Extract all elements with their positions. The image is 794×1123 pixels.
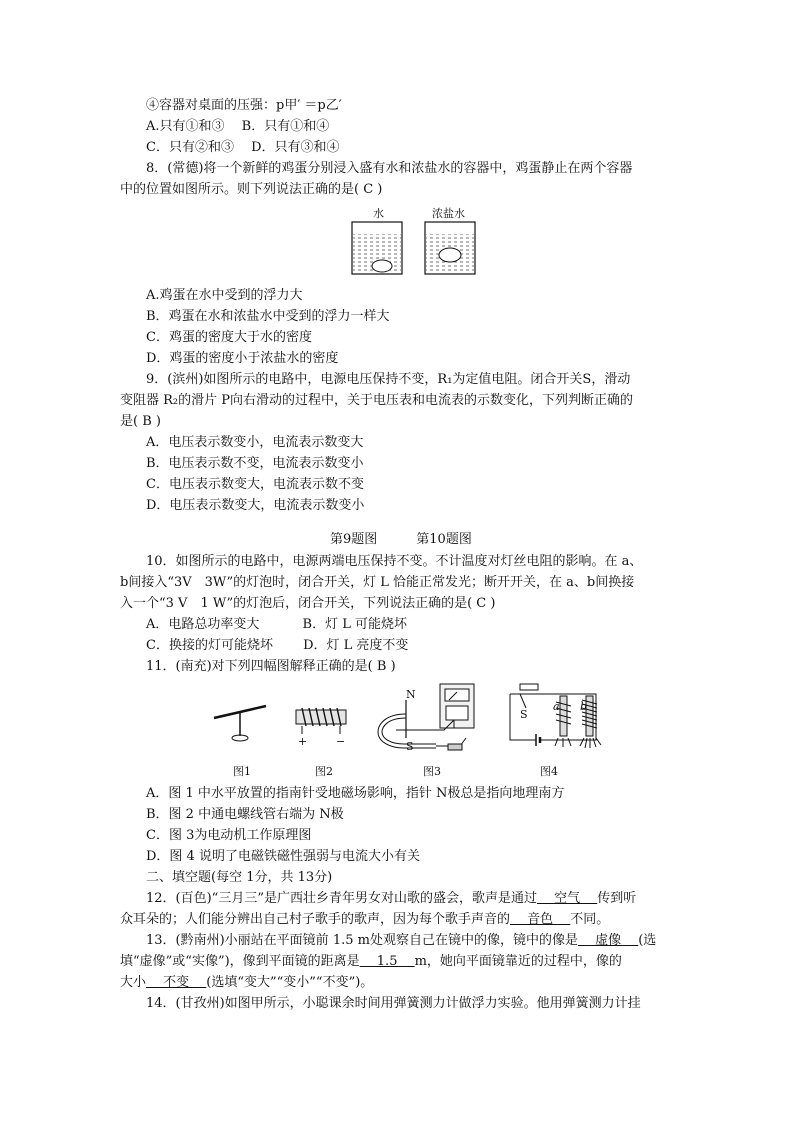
q8-option-b: B．鸡蛋在水和浓盐水中受到的浮力一样大	[146, 309, 390, 324]
fig11-caption-1: 图1	[233, 765, 251, 778]
fig11-caption-4: 图4	[540, 765, 558, 778]
q12-line-1	[146, 889, 636, 909]
q9-stem-1: 9．(滨州)如图所示的电路中，电源电压保持不变，R₁为定值电阻。闭合开关S，滑动	[146, 372, 631, 387]
q7-option-4: ④容器对桌面的压强：p甲′ ＝p乙′	[146, 98, 342, 113]
q14-stem-1: 14．(甘孜州)如图甲所示，小聪课余时间用弹簧测力计做浮力实验。他用弹簧测力计挂	[146, 996, 641, 1011]
fig2-plus-label: +	[298, 735, 308, 748]
q9-option-a: A．电压表示数变小，电流表示数变大	[146, 435, 364, 450]
q11-stem: 11．(南充)对下列四幅图解释正确的是( B )	[146, 659, 396, 674]
figure-9-10-caption: 第9题图 第10题图	[330, 532, 472, 547]
q13-text-3: 填“虚像”或“实像”)，像到平面镜的距离是	[120, 954, 360, 969]
q9-stem-3: 是( B )	[120, 414, 161, 429]
q11-option-a: A．图 1 中水平放置的指南针受地磁场影响，指针 N极总是指向地理南方	[146, 786, 565, 801]
q13-text-1: 13．(黔南州)小丽站在平面镜前 1.5 m处观察自己在镜中的像，镜中的像是	[146, 933, 578, 948]
q12-line-2	[120, 910, 609, 930]
q13-answer-2: 1.5	[359, 954, 415, 969]
q8-option-a: A.鸡蛋在水中受到的浮力大	[146, 288, 303, 303]
figure-11-4-electromagnets	[500, 680, 610, 760]
q10-stem-1: 10．如图所示的电路中，电源两端电压保持不变。不计温度对灯丝电阻的影响。在 a、	[146, 554, 643, 569]
section-2-heading: 二、填空题(每空 1分，共 13分)	[146, 870, 333, 885]
q12-text-3: 众耳朵的；人们能分辨出自己村子歌手的歌声，因为每个歌手声音的	[120, 912, 511, 927]
q12-answer-2: 音色	[510, 912, 571, 927]
q11-option-d: D．图 4 说明了电磁铁磁性强弱与电流大小有关	[146, 849, 420, 864]
fig11-caption-2: 图2	[315, 765, 333, 778]
fig11-caption-3: 图3	[423, 765, 441, 778]
brine-beaker	[425, 222, 475, 274]
egg-in-brine	[439, 248, 461, 262]
q13-answer-1: 虚像	[577, 933, 639, 948]
q9-stem-2: 变阻器 R₂的滑片 P向右滑动的过程中，关于电压表和电流表的示数变化，下列判断正确的	[120, 393, 634, 408]
q8-option-d: D．鸡蛋的密度小于浓盐水的密度	[146, 351, 339, 366]
label-water: 水	[373, 207, 384, 220]
q13-line-1	[146, 931, 656, 951]
label-brine: 浓盐水	[432, 207, 465, 220]
q10-stem-2: b间接入“3V 3W”的灯泡时，闭合开关，灯 L 恰能正常发光；断开开关，在 a、b间换接	[120, 575, 635, 590]
q13-line-3	[120, 973, 373, 993]
q13-text-5: 大小	[120, 975, 147, 990]
fig4-S-label: S	[520, 708, 528, 721]
q12-text-4: 不同。	[570, 912, 610, 927]
fig3-S-label: S	[406, 740, 414, 753]
q12-text-2: 传到听	[597, 891, 637, 906]
q13-line-2	[120, 952, 622, 972]
q12-text-1: 12．(百色)“三月三”是广西壮乡青年男女对山歌的盛会，歌声是通过	[146, 891, 537, 906]
water-beaker	[352, 222, 402, 274]
q7-options-ab: A.只有①和③ B．只有①和④	[146, 119, 330, 134]
q8-stem-2: 中的位置如图所示。则下列说法正确的是( C )	[120, 182, 383, 197]
q8-stem-1: 8．(常德)将一个新鲜的鸡蛋分别浸入盛有水和浓盐水的容器中，鸡蛋静止在两个容器	[146, 161, 633, 176]
q13-text-2: (选	[638, 933, 657, 948]
q7-options-cd: C．只有②和③ D．只有③和④	[146, 140, 340, 155]
q11-option-b: B．图 2 中通电螺线管右端为 N极	[146, 807, 344, 822]
q10-options-ab: A．电路总功率变大 B．灯 L 可能烧坏	[146, 617, 407, 632]
figure-8-beakers	[340, 200, 490, 280]
fig4-a-label: a	[553, 700, 560, 713]
q12-answer-1: 空气	[536, 891, 598, 906]
fig4-b-label: b	[580, 700, 588, 713]
fig3-N-label: N	[406, 688, 416, 701]
fig2-minus-label: −	[336, 735, 346, 748]
q13-text-4: m，她向平面镜靠近的过程中，像的	[414, 954, 622, 969]
q10-options-cd: C．换接的灯可能烧坏 D．灯 L 亮度不变	[146, 638, 409, 653]
figure-11-1-compass	[210, 698, 270, 748]
q13-answer-3: 不变	[146, 975, 207, 990]
figure-11-3-generator	[376, 680, 486, 760]
q13-text-6: (选填“变大”“变小”“不变”)。	[206, 975, 374, 990]
q9-option-c: C．电压表示数变大，电流表示数不变	[146, 477, 364, 492]
q8-option-c: C．鸡蛋的密度大于水的密度	[146, 330, 312, 345]
egg-in-water	[372, 260, 392, 272]
q10-stem-3: 入一个“3 V 1 W”的灯泡后，闭合开关，下列说法正确的是( C )	[120, 596, 496, 611]
q9-option-d: D．电压表示数变大，电流表示数变小	[146, 498, 365, 513]
q11-option-c: C．图 3为电动机工作原理图	[146, 828, 312, 843]
q9-option-b: B．电压表示数不变，电流表示数变小	[146, 456, 364, 471]
